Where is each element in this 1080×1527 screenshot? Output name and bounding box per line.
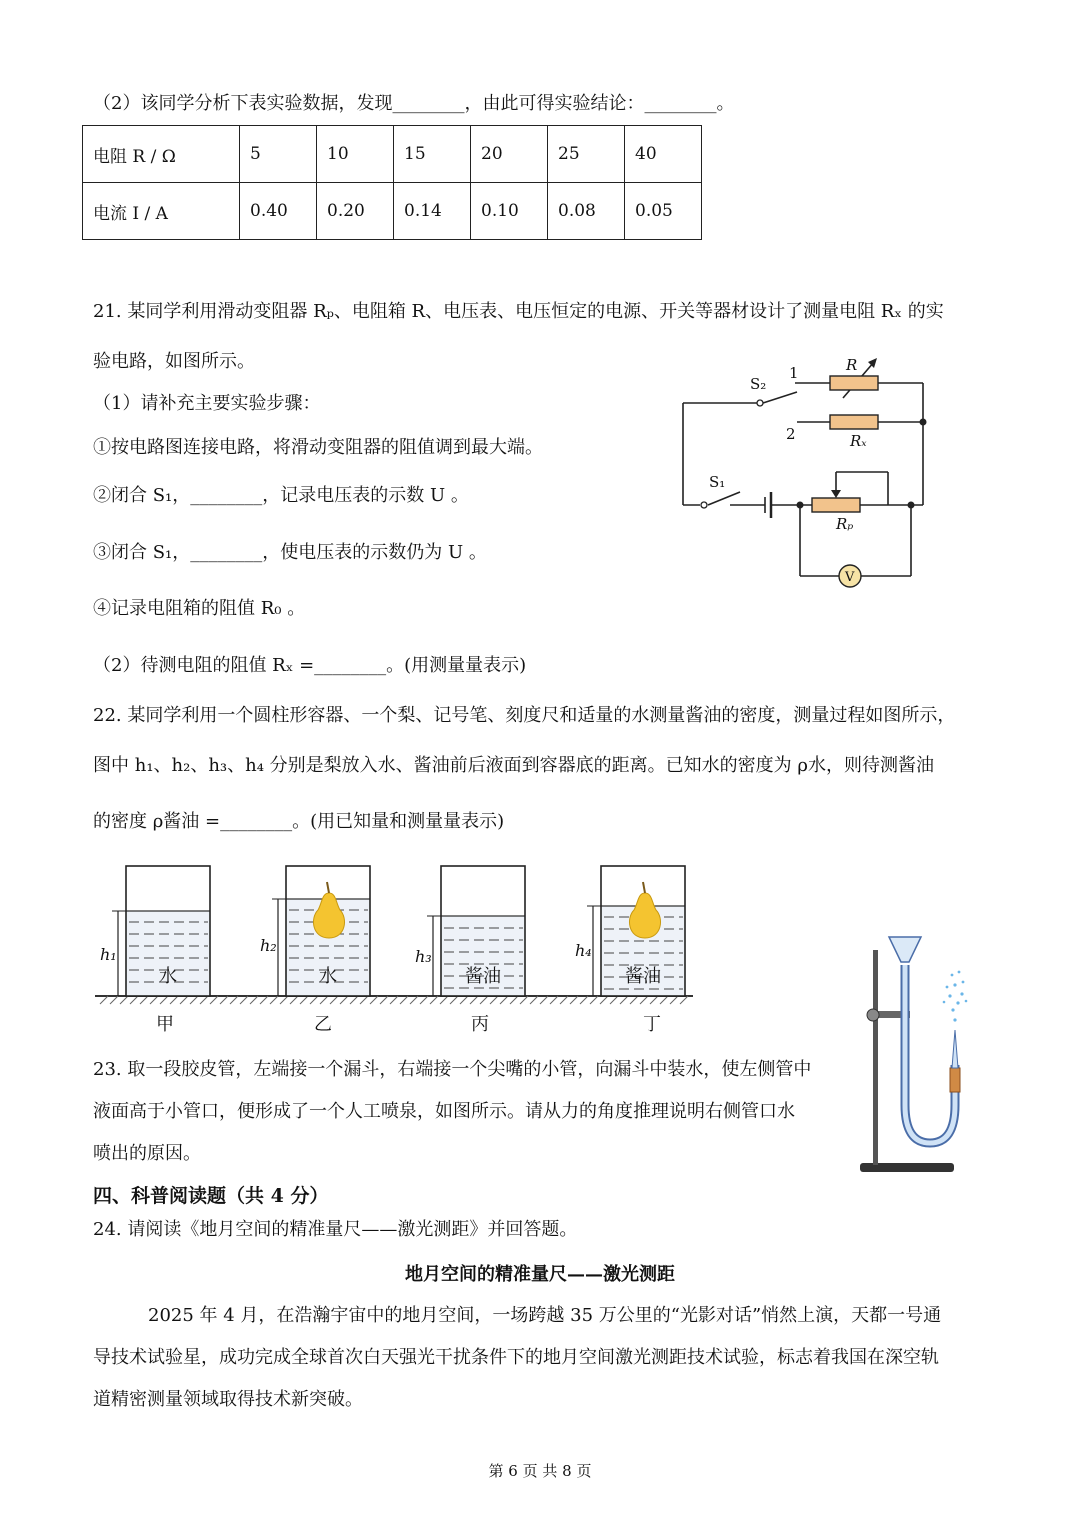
q21-step4: ④记录电阻箱的阻值 R₀ 。 [93, 598, 306, 619]
q21-step1: ①按电路图连接电路，将滑动变阻器的阻值调到最大端。 [93, 437, 543, 458]
article-paragraph-line: 道精密测量领域取得技术新突破。 [93, 1389, 363, 1410]
q22-line3: 的密度 ρ酱油 =________。(用已知量和测量量表示) [93, 811, 505, 832]
table-cell: 0.14 [394, 183, 471, 240]
figure-caption: 丁 [643, 1014, 661, 1035]
q23-line2: 液面高于小管口，便形成了一个人工喷泉，如图所示。请从力的角度推理说明右侧管口水 [93, 1101, 795, 1122]
table-cell: 电流 I / A [83, 183, 240, 240]
h3-label: h₃ [415, 947, 432, 966]
article-title: 地月空间的精准量尺——激光测距 [405, 1264, 675, 1285]
q20-part2: （2）该同学分析下表实验数据，发现________，由此可得实验结论：________。 [93, 93, 735, 114]
figure-caption: 甲 [156, 1014, 174, 1035]
q22-line2: 图中 h₁、h₂、h₃、h₄ 分别是梨放入水、酱油前后液面到容器底的距离。已知水的密度为 ρ水，则待测酱油 [93, 755, 934, 776]
rx-label: Rₓ [850, 432, 867, 450]
q21-part2: （2）待测电阻的阻值 Rₓ =________。(用测量量表示) [93, 655, 527, 676]
table-cell: 0.40 [240, 183, 317, 240]
liquid-label: 水 [319, 966, 337, 987]
q21-part1: （1）请补充主要实验步骤： [93, 393, 321, 414]
liquid-label: 酱油 [465, 966, 501, 987]
table-cell: 40 [625, 126, 702, 183]
q21-step3: ③闭合 S₁，________，使电压表的示数仍为 U 。 [93, 542, 487, 563]
figure-caption: 乙 [314, 1014, 332, 1035]
table-cell: 20 [471, 126, 548, 183]
table-cell: 电阻 R / Ω [83, 126, 240, 183]
rp-label: Rₚ [836, 515, 854, 533]
q23-line3: 喷出的原因。 [93, 1143, 201, 1164]
figure-caption: 丙 [471, 1014, 489, 1035]
table-cell: 0.05 [625, 183, 702, 240]
h1-label: h₁ [100, 945, 117, 964]
s2-label: S₂ [750, 375, 767, 393]
liquid-label: 酱油 [625, 966, 661, 987]
table-cell: 0.10 [471, 183, 548, 240]
q22-line1: 22. 某同学利用一个圆柱形容器、一个梨、记号笔、刻度尺和适量的水测量酱油的密度，测量过程如图所示， [93, 705, 956, 726]
h4-label: h₄ [575, 941, 592, 960]
table-cell: 15 [394, 126, 471, 183]
table-cell: 5 [240, 126, 317, 183]
table-cell: 0.08 [548, 183, 625, 240]
s1-label: S₁ [709, 473, 726, 491]
q24-line1: 24. 请阅读《地月空间的精准量尺——激光测距》并回答题。 [93, 1219, 578, 1240]
article-paragraph-line: 导技术试验星，成功完成全球首次白天强光干扰条件下的地月空间激光测距技术试验，标志着我国在深空轨 [93, 1347, 939, 1368]
voltmeter-label: V [845, 570, 855, 585]
switch-pos-2: 2 [786, 425, 796, 443]
r-label: R [846, 356, 858, 374]
article-paragraph-line: 2025 年 4 月，在浩瀚宇宙中的地月空间，一场跨越 35 万公里的“光影对话”悄然上演，天都一号通 [148, 1305, 942, 1326]
table-cell: 0.20 [317, 183, 394, 240]
section-heading: 四、科普阅读题（共 4 分） [93, 1185, 329, 1207]
table-cell: 10 [317, 126, 394, 183]
liquid-label: 水 [159, 966, 177, 987]
h2-label: h₂ [260, 936, 277, 955]
switch-pos-1: 1 [789, 364, 799, 382]
table-cell: 25 [548, 126, 625, 183]
q21-line2: 验电路，如图所示。 [93, 351, 255, 372]
page-footer: 第 6 页 共 8 页 [488, 1462, 592, 1480]
q23-line1: 23. 取一段胶皮管，左端接一个漏斗，右端接一个尖嘴的小管，向漏斗中装水，使左侧管中 [93, 1059, 812, 1080]
q21-step2: ②闭合 S₁，________，记录电压表的示数 U 。 [93, 485, 469, 506]
q21-line1: 21. 某同学利用滑动变阻器 Rₚ、电阻箱 R、电压表、电压恒定的电源、开关等器材设计了测量电阻 Rₓ 的实 [93, 301, 944, 322]
